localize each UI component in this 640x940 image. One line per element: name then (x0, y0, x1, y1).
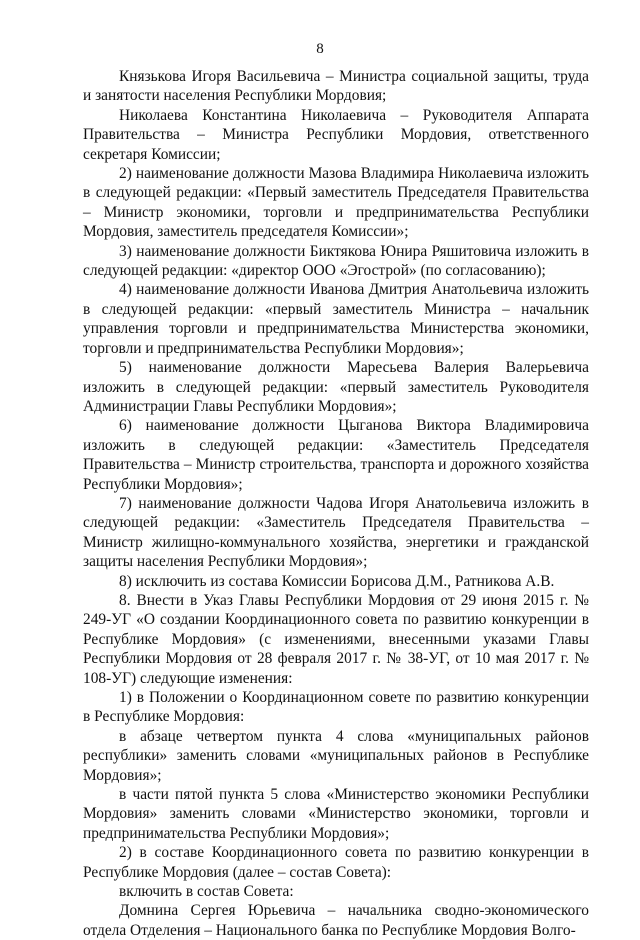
paragraph: 3) наименование должности Биктякова Юнира Ряшитовича изложить в следующей редакции: «директор ООО «Эгострой» (по согласованию); (83, 242, 589, 280)
document-body (83, 67, 589, 940)
paragraph: в абзаце четвертом пункта 4 слова «муниципальных районов республики» заменить словами «муниципальных районов в Республике Мордовия»; (83, 727, 589, 784)
paragraph: 5) наименование должности Мaресьева Валерия Валерьевича изложить в следующей редакции: «первый заместитель Руководителя Администрации Главы Республики Мордовия»; (83, 359, 589, 415)
paragraph: 8. Внести в Указ Главы Республики Мордовия от 29 июня 2015 г. № 249-УГ «О создании Координационного совета по развитию конкуренции в Республике Мордовия» (с изменениями, внесенными указами Главы Республики Мордовия от 28 февраля 2017 г. № 38-УГ, от 10 мая 2017 г. № 108-УГ) следующие изменения: (83, 591, 589, 687)
paragraph: включить в состав Совета: (119, 883, 294, 901)
paragraph: Князькова Игоря Васильевича – Министра социальной защиты, труда и занятости населения Республики Мордовия; (83, 68, 589, 105)
paragraph: 1) в Положении о Координационном совете по развитию конкуренции в Республике Мордовия: (83, 689, 589, 726)
paragraph: Домнина Сергея Юрьевича – начальника сводно-экономического отдела Отделения – Национального банка по Республике Мордовия Волго- (83, 902, 589, 939)
paragraph: 8) исключить из состава Комиссии Борисова Д.М., Ратникова А.В. (119, 572, 555, 590)
paragraph: 7) наименование должности Чадова Игоря Анатольевича изложить в следующей редакции: «Заместитель Председателя Правительства – Министр жилищно-коммунального хозяйства, энергетики и гражданской защиты населения Республики Мордовия»; (83, 494, 589, 571)
page-number: 8 (316, 41, 324, 57)
paragraph: 4) наименование должности Иванова Дмитрия Анатольевича изложить в следующей редакции: «первый заместитель Министра – начальник управления торговли и предпринимательства Министерства экономики, торговли и предпринимательства Республики Мордовия»; (83, 281, 589, 357)
paragraph: 2) в составе Координационного совета по развитию конкуренции в Республике Мордовия (далее – состав Совета): (83, 844, 589, 881)
paragraph: в части пятой пункта 5 слова «Министерство экономики Республики Мордовия» заменить словами «Министерство экономики, торговли и предпринимательства Республики Мордовия»; (83, 786, 589, 842)
paragraph: Николаева Константина Николаевича – Руководителя Аппарата Правительства – Министра Республики Мордовия, ответственного секретаря Комиссии; (83, 106, 589, 163)
paragraph: 2) наименование должности Мазова Владимира Николаевича изложить в следующей редакции: «Первый заместитель Председателя Правительства – Министр экономики, торговли и предпринимательства Республики Мордовия, заместитель председателя Комиссии»; (83, 165, 589, 241)
paragraph: 6) наименование должности Цыганова Виктора Владимировича изложить в следующей редакции: «Заместитель Председателя Правительства – Министр строительства, транспорта и дорожного хозяйства Республики Мордовия»; (83, 417, 589, 493)
